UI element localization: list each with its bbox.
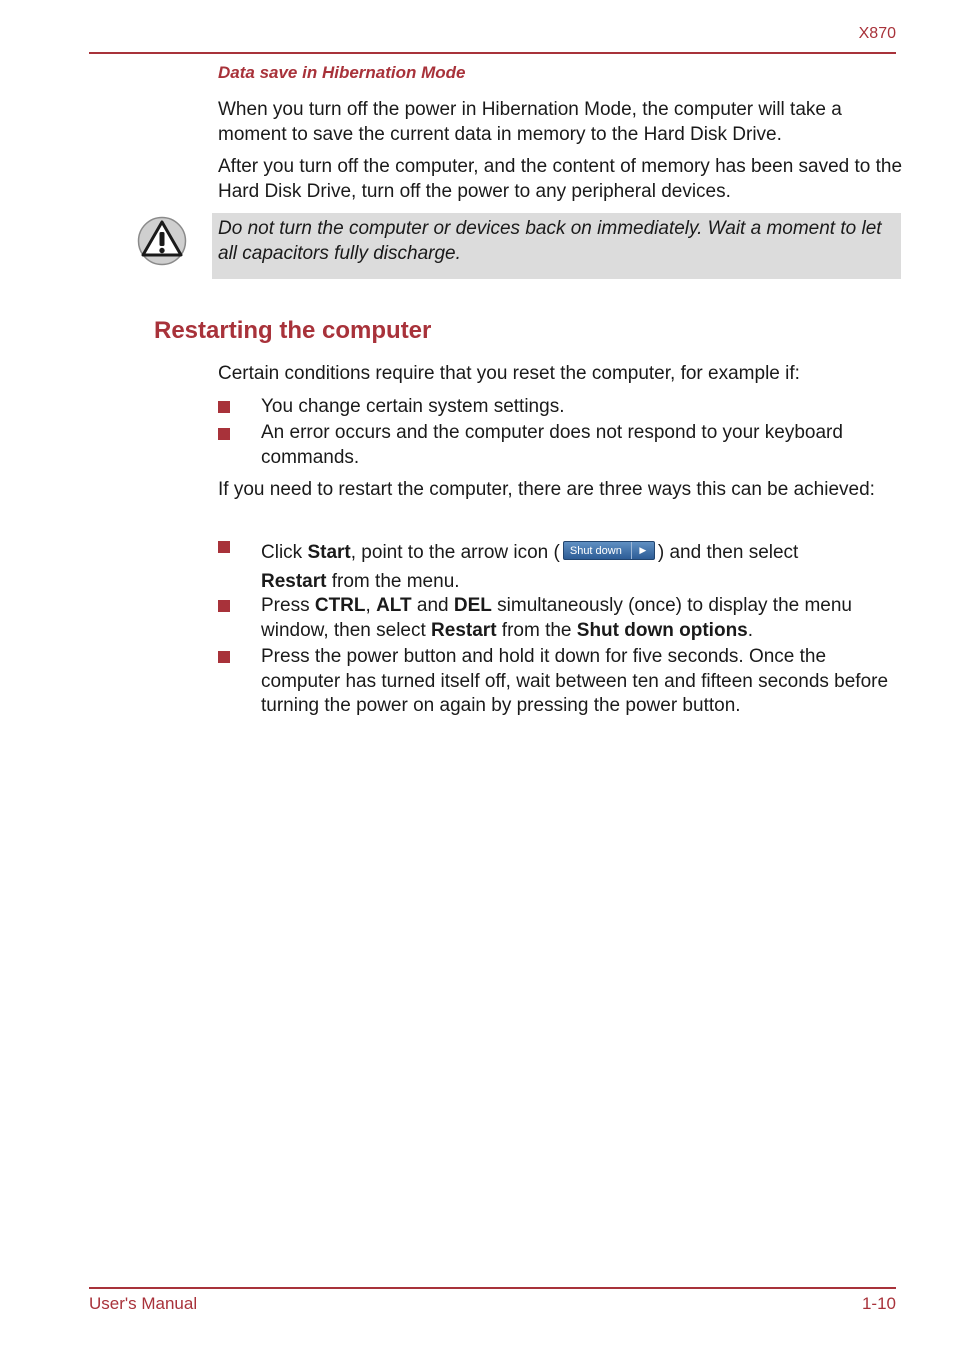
- restart-intro: Certain conditions require that you reset the computer, for example if:: [218, 363, 800, 384]
- bullet-marker: [218, 541, 230, 553]
- condition-item: An error occurs and the computer does not respond to your keyboard commands.: [261, 422, 843, 468]
- way-item-start-menu: Click Start, point to the arrow icon ( Shut down ▶ ) and then select Restart from the menu.: [261, 542, 799, 592]
- footer-manual-label: User's Manual: [89, 1294, 198, 1313]
- bullet-marker: [218, 600, 230, 612]
- restart-ways-intro: If you need to restart the computer, there are three ways this can be achieved:: [218, 479, 875, 500]
- warning-text: Do not turn the computer or devices back on immediately. Wait a moment to let all capacitors fully discharge.: [218, 218, 882, 264]
- bullet-marker: [218, 401, 230, 413]
- page-number: 1-10: [861, 1294, 896, 1313]
- section-title: Restarting the computer: [154, 317, 432, 344]
- arrow-right-icon: ▶: [631, 542, 654, 559]
- header-model: X870: [858, 25, 896, 42]
- hibernation-paragraph-2: After you turn off the computer, and the content of memory has been saved to the Hard Disk Drive, turn off the power to any peripheral devices.: [218, 156, 903, 202]
- way-item-ctrl-alt-del: Press CTRL, ALT and DEL simultaneously (once) to display the menu window, then select Restart from the Shut down options.: [261, 595, 853, 641]
- header-rule: [89, 52, 896, 54]
- hibernation-paragraph-1: When you turn off the power in Hibernation Mode, the computer will take a moment to save the current data in memory to the Hard Disk Drive.: [218, 99, 842, 145]
- footer-rule: [89, 1287, 896, 1289]
- section-subheading: Data save in Hibernation Mode: [218, 63, 466, 82]
- condition-item: You change certain system settings.: [261, 396, 565, 417]
- bullet-marker: [218, 651, 230, 663]
- way-item-power-button: Press the power button and hold it down for five seconds. Once the computer has turned itself off, wait between ten and fifteen seconds before turning the power on again by pressing the power button.: [261, 646, 889, 716]
- warning-triangle-icon: [137, 216, 187, 266]
- bullet-marker: [218, 428, 230, 440]
- shut-down-button: Shut down ▶: [563, 541, 655, 560]
